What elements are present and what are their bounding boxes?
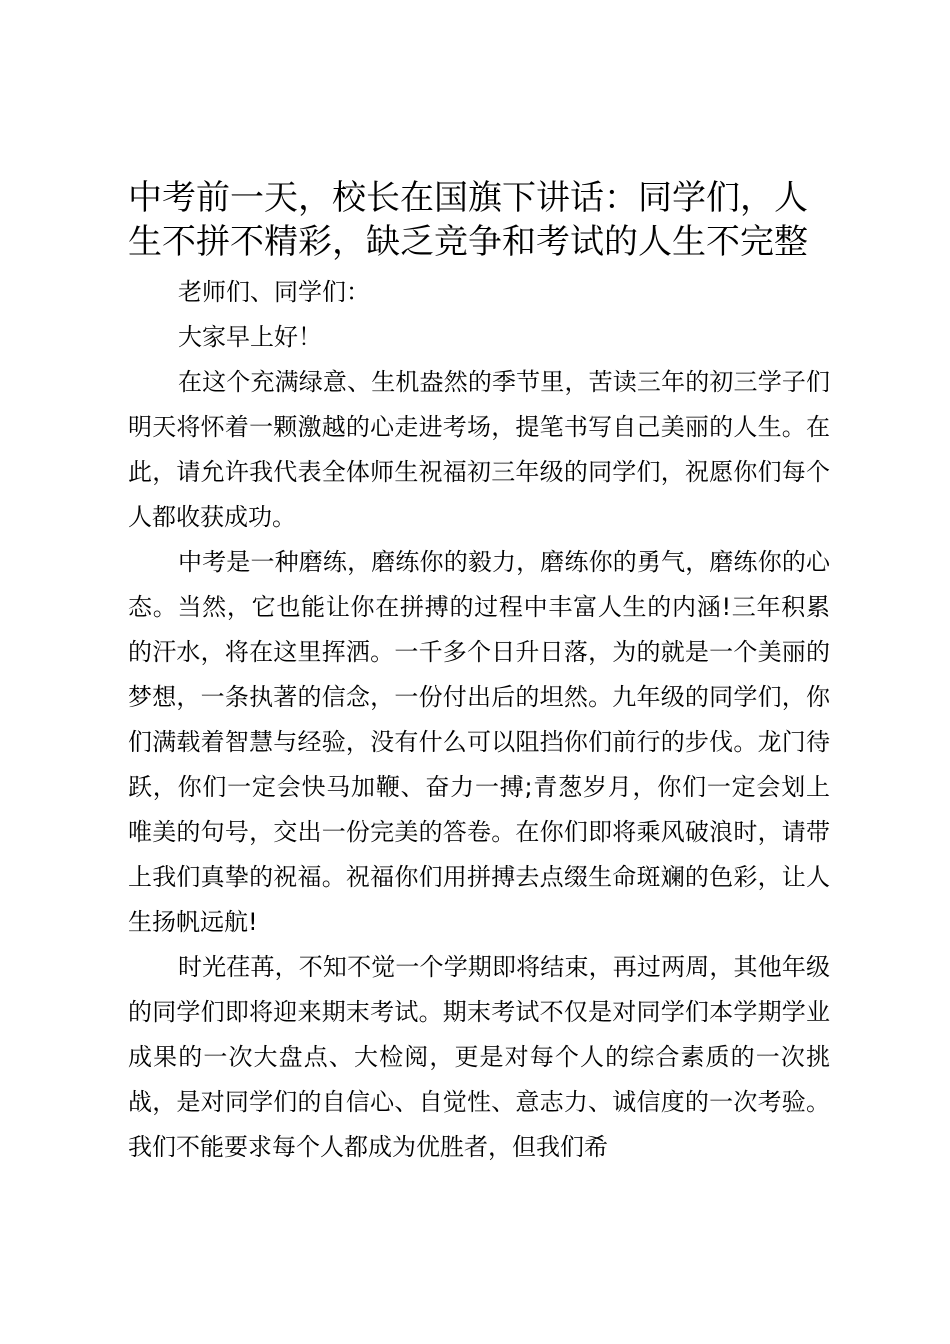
paragraph-1: 在这个充满绿意、生机盎然的季节里，苦读三年的初三学子们明天将怀着一颗激越的心走进考场，提笔书写自己美丽的人生。在此，请允许我代表全体师生祝福初三年级的同学们，祝愿你们每个人都收获成功。 [128, 368, 830, 531]
salutation: 老师们、同学们： [178, 278, 370, 306]
paragraph-2: 中考是一种磨练，磨练你的毅力，磨练你的勇气，磨练你的心态。当然，它也能让你在拼搏的过程中丰富人生的内涵!三年积累的汗水，将在这里挥洒。一千多个日升日落，为的就是一个美丽的梦想，一条执著的信念，一份付出后的坦然。九年级的同学们，你们满载着智慧与经验，没有什么可以阻挡你们前行的步伐。龙门待跃，你们一定会快马加鞭、奋力一搏;青葱岁月，你们一定会划上唯美的句号，交出一份完美的答卷。在你们即将乘风破浪时，请带上我们真挚的祝福。祝福你们用拼搏去点缀生命斑斓的色彩，让人生扬帆远航! [128, 548, 830, 936]
document-page [128, 176, 830, 1170]
document-title: 中考前一天，校长在国旗下讲话：同学们，人生不拼不精彩，缺乏竞争和考试的人生不完整 [128, 178, 808, 262]
greeting: 大家早上好！ [178, 323, 322, 351]
paragraph-3: 时光荏苒，不知不觉一个学期即将结束，再过两周，其他年级的同学们即将迎来期末考试。期末考试不仅是对同学们本学期学业成果的一次大盘点、大检阅，更是对每个人的综合素质的一次挑战，是对同学们的自信心、自觉性、意志力、诚信度的一次考验。我们不能要求每个人都成为优胜者，但我们希 [128, 953, 830, 1161]
